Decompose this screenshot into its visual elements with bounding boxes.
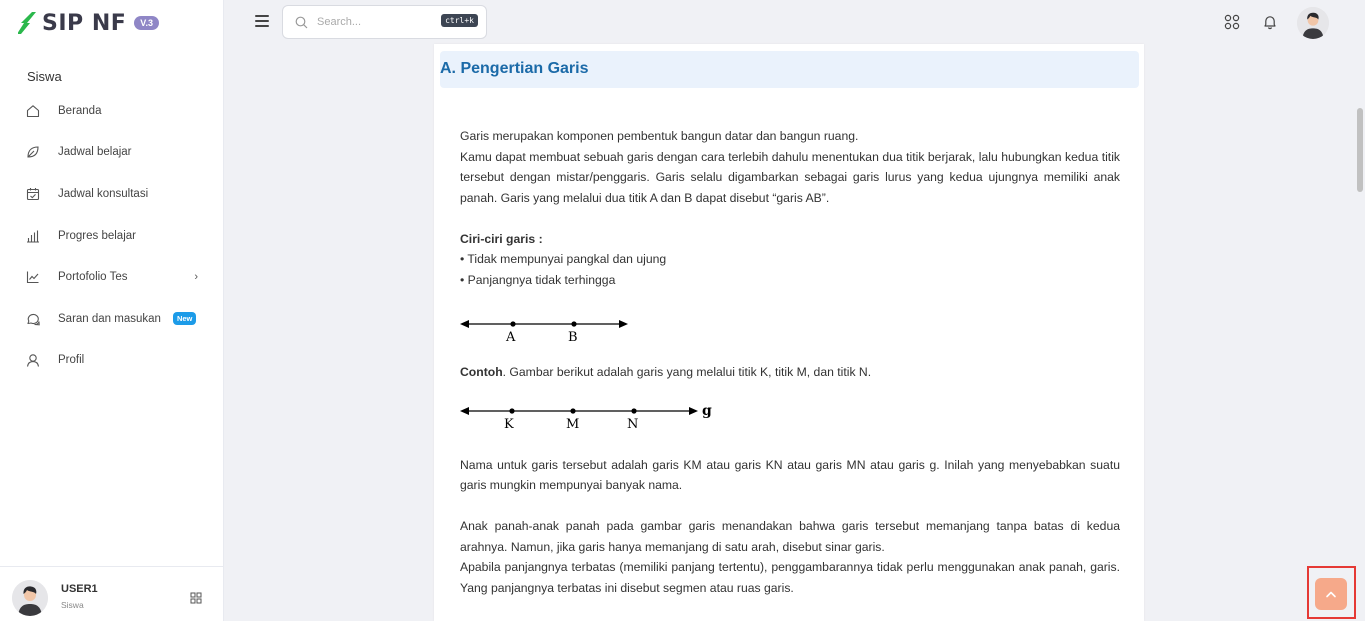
chevron-right-icon: › <box>194 271 198 284</box>
paragraph: Nama untuk garis tersebut adalah garis KM atau garis KN atau garis MN atau garis g. Inilah yang menyebabkan suatu garis mungkin mempunyai banyak nama. <box>460 457 1120 492</box>
brand-name: SIP NF <box>42 10 127 36</box>
search-shortcut-badge: ctrl+k <box>441 14 478 27</box>
sidebar-item-label: Profil <box>58 354 85 367</box>
sidebar-item-label: Saran dan masukan <box>58 312 161 325</box>
bell-icon[interactable] <box>1262 14 1278 30</box>
point-label: K <box>504 416 514 432</box>
bar-chart-icon <box>26 229 40 243</box>
paragraph: Garis merupakan komponen pembentuk bangun datar dan bangun ruang. <box>460 129 859 143</box>
list-item: • Panjangnya tidak terhingga <box>460 272 616 287</box>
sidebar-item-beranda[interactable] <box>0 90 224 132</box>
sidebar-item-label: Portofolio Tes <box>58 271 128 284</box>
avatar[interactable] <box>12 580 48 616</box>
topbar <box>224 0 1365 44</box>
chevron-up-icon <box>1325 590 1337 598</box>
page-scrollbar[interactable] <box>1354 44 1365 621</box>
point-label: B <box>568 330 578 345</box>
calendar-check-icon <box>26 187 40 201</box>
paragraph: Anak panah-anak panah pada gambar garis menandakan bahwa garis tersebut memanjang tanpa batas di kedua arahnya. Namun, jika garis hanya memanjang di satu arah, disebut sinar garis. <box>460 519 1120 554</box>
sidebar-menu <box>0 90 224 381</box>
search-icon <box>295 16 308 29</box>
chat-icon <box>26 312 40 326</box>
leaf-logo-icon <box>18 11 38 35</box>
back-to-top-button[interactable] <box>1315 578 1347 610</box>
paragraph <box>460 362 1120 383</box>
hamburger-menu-icon[interactable] <box>255 15 269 27</box>
home-icon <box>26 104 40 118</box>
section-title: A. Pengertian Garis <box>440 60 589 77</box>
contoh-label: Contoh <box>460 365 503 379</box>
version-badge: V.3 <box>134 16 159 30</box>
user-icon <box>26 353 40 367</box>
sidebar-item-label: Progres belajar <box>58 229 136 242</box>
user-role: Siswa <box>61 600 84 610</box>
point-label: M <box>566 416 580 432</box>
sidebar-user-panel <box>0 566 224 621</box>
line-ab-figure <box>458 314 633 350</box>
paragraph: Apabila panjangnya terbatas (memiliki panjang tertentu), penggambarannya tidak perlu menggunakan anak panah, garis. Yang panjangnya terbatas ini disebut segmen atau ruas garis. <box>460 560 1120 595</box>
sidebar-item-label: Beranda <box>58 104 102 117</box>
point-label: N <box>627 416 639 432</box>
line-label: g <box>702 402 712 419</box>
sidebar-item-jadwal-belajar[interactable] <box>0 132 224 174</box>
apps-grid-icon[interactable] <box>1224 14 1240 30</box>
search-box[interactable] <box>282 5 487 39</box>
sidebar-item-profil[interactable] <box>0 340 224 382</box>
avatar[interactable] <box>1297 7 1329 39</box>
sidebar-item-portofolio-tes[interactable] <box>0 256 224 298</box>
grid-settings-icon[interactable] <box>190 592 202 604</box>
brand-logo[interactable] <box>18 10 159 36</box>
sidebar-item-jadwal-konsultasi[interactable] <box>0 173 224 215</box>
contoh-text: . Gambar berikut adalah garis yang melalui titik K, titik M, dan titik N. <box>502 365 872 379</box>
line-kmn-figure <box>458 401 718 437</box>
user-name: USER1 <box>61 583 98 595</box>
sidebar <box>0 0 224 621</box>
list-item: • Tidak mempunyai pangkal dan ujung <box>460 252 667 266</box>
ciri-heading: Ciri-ciri garis : <box>460 231 543 246</box>
sidebar-section-title: Siswa <box>27 69 62 84</box>
material-card <box>434 44 1144 621</box>
line-chart-icon <box>26 270 40 284</box>
section-header <box>440 51 1139 88</box>
sidebar-item-progres-belajar[interactable] <box>0 215 224 257</box>
sidebar-item-label: Jadwal belajar <box>58 146 132 159</box>
material-content <box>460 126 1120 598</box>
leaf-icon <box>26 145 40 159</box>
scrollbar-thumb[interactable] <box>1357 108 1363 192</box>
search-input[interactable] <box>317 14 427 30</box>
sidebar-item-saran-dan-masukan[interactable] <box>0 298 224 340</box>
point-label: A <box>506 330 516 345</box>
paragraph: Kamu dapat membuat sebuah garis dengan cara terlebih dahulu menentukan dua titik berjarak, lalu hubungkan kedua titik tersebut dengan mistar/penggaris. Garis selalu digambarkan sebagai garis lurus yang kedua ujungnya memiliki anak panah. Garis yang melalui dua titik A dan B dapat disebut “garis AB”. <box>460 149 1120 205</box>
new-badge: New <box>173 312 196 325</box>
sidebar-item-label: Jadwal konsultasi <box>58 187 149 200</box>
